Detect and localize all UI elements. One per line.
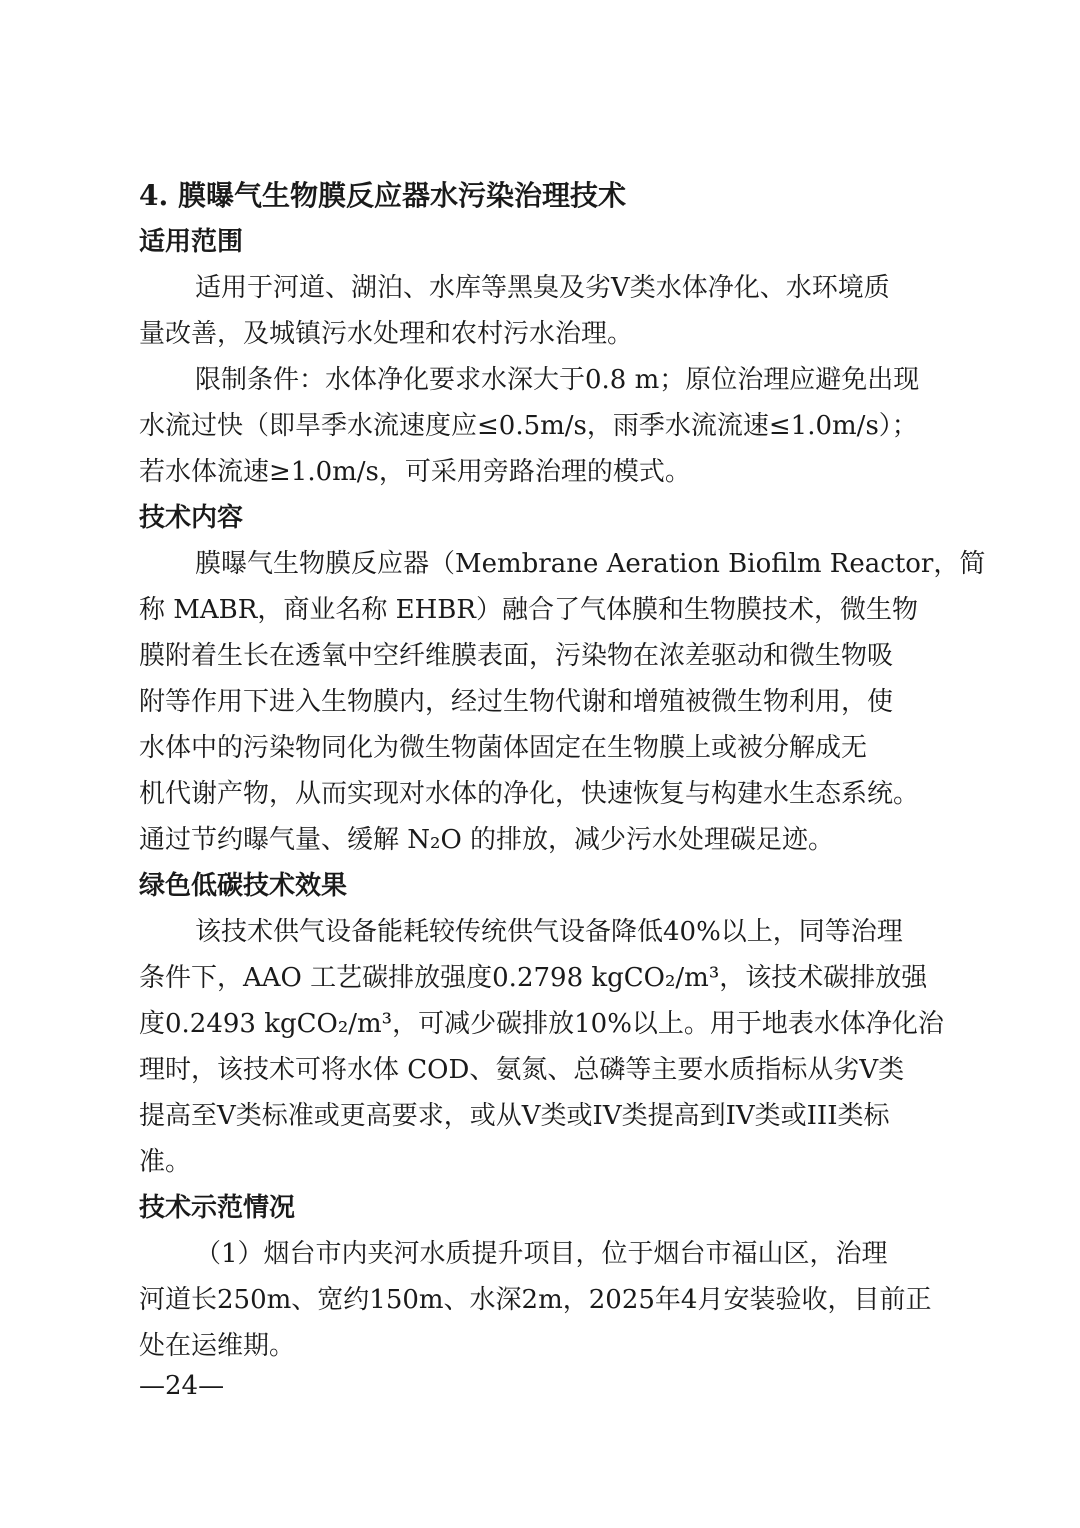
effect-line-4: 理时，该技术可将水体 COD、氨氮、总磷等主要水质指标从劣V类 [139, 1055, 905, 1085]
effect-line-3: 度0.2493 kgCO₂/m³，可减少碳排放10%以上。用于地表水体净化治 [139, 1009, 944, 1039]
content-line-1: 膜曝气生物膜反应器（Membrane Aeration Biofilm Reactor，简 [195, 549, 986, 579]
scope-line-5: 若水体流速≥1.0m/s，可采用旁路治理的模式。 [139, 457, 691, 487]
content-line-5: 水体中的污染物同化为微生物菌体固定在生物膜上或被分解成无 [139, 733, 868, 763]
section-title: 4. 膜曝气生物膜反应器水污染治理技术 [139, 179, 626, 212]
scope-line-3: 限制条件：水体净化要求水深大于0.8 m；原位治理应避免出现 [195, 365, 920, 395]
page-number: —24— [139, 1371, 225, 1401]
content-line-7: 通过节约曝气量、缓解 N₂O 的排放，减少污水处理碳足迹。 [139, 825, 835, 855]
effect-line-2: 条件下，AAO 工艺碳排放强度0.2798 kgCO₂/m³，该技术碳排放强 [139, 963, 928, 993]
scope-heading: 适用范围 [139, 227, 244, 257]
effect-heading: 绿色低碳技术效果 [139, 871, 348, 901]
content-line-3: 膜附着生长在透氧中空纤维膜表面，污染物在浓差驱动和微生物吸 [139, 641, 894, 671]
effect-line-1: 该技术供气设备能耗较传统供气设备降低40%以上，同等治理 [195, 917, 903, 947]
content-line-4: 附等作用下进入生物膜内，经过生物代谢和增殖被微生物利用，使 [139, 687, 894, 717]
effect-line-6: 准。 [139, 1147, 192, 1177]
demo-line-3: 处在运维期。 [139, 1331, 296, 1361]
content-line-2: 称 MABR，商业名称 EHBR）融合了气体膜和生物膜技术，微生物 [139, 595, 918, 625]
content-line-6: 机代谢产物，从而实现对水体的净化，快速恢复与构建水生态系统。 [139, 779, 920, 809]
effect-line-5: 提高至V类标准或更高要求，或从V类或IV类提高到IV类或III类标 [139, 1101, 890, 1131]
demo-heading: 技术示范情况 [139, 1193, 296, 1223]
demo-line-1: （1）烟台市内夹河水质提升项目，位于烟台市福山区，治理 [195, 1239, 888, 1269]
demo-line-2: 河道长250m、宽约150m、水深2m，2025年4月安装验收，目前正 [139, 1285, 932, 1315]
scope-line-4: 水流过快（即旱季水流速度应≤0.5m/s，雨季水流流速≤1.0m/s）； [139, 411, 918, 441]
content-heading: 技术内容 [139, 503, 244, 533]
scope-line-2: 量改善，及城镇污水处理和农村污水治理。 [139, 319, 634, 349]
scope-line-1: 适用于河道、湖泊、水库等黑臭及劣V类水体净化、水环境质 [195, 273, 890, 303]
